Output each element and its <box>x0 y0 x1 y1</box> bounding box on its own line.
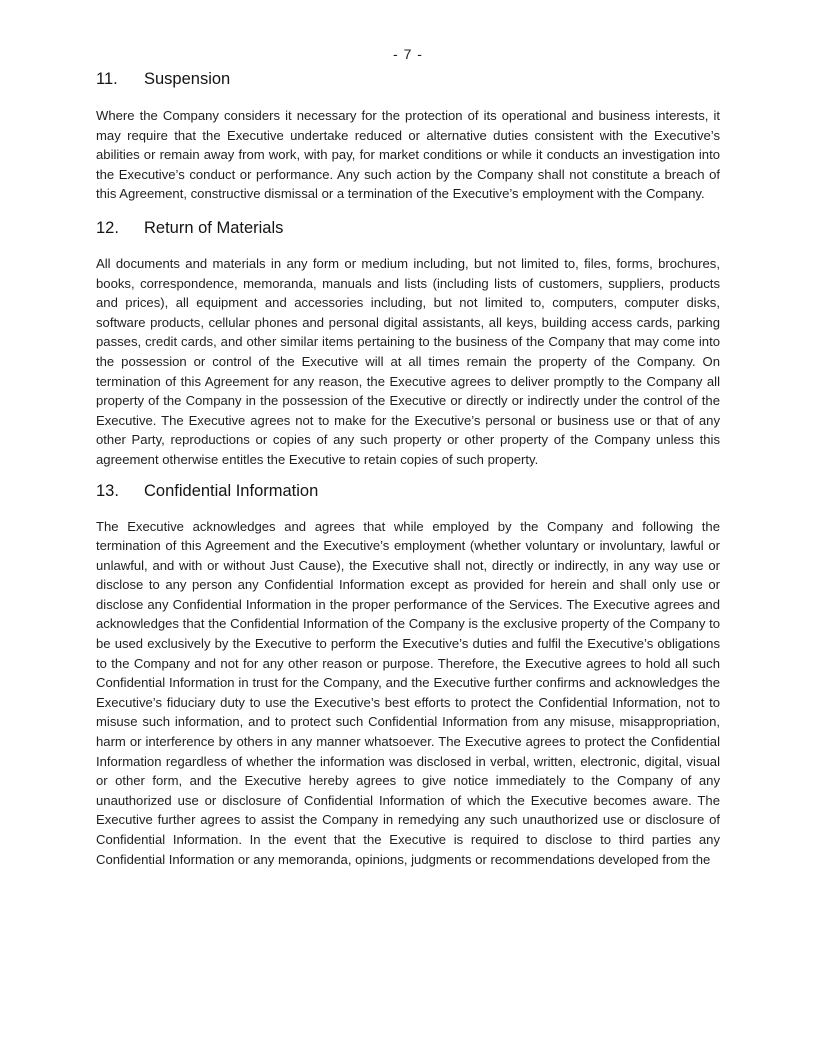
section-body-confidential-information: The Executive acknowledges and agrees that while employed by the Company and following the termination of this Agreement and the Executive’s employment (whether voluntary or involuntary, lawful or unlawful, and with or without Just Cause), the Executive shall not, directly or indirectly, in any way use or disclose to any person any Confidential Information except as provided for herein and shall only use or disclose any Confidential Information in the proper performance of the Services. The Executive agrees and acknowledges that the Confidential Information of the Company is the exclusive property of the Company to be used exclusively by the Executive to perform the Executive’s duties and fulfil the Executive’s obligations to the Company and not for any other reason or purpose. Therefore, the Executive agrees to hold all such Confidential Information in trust for the Company, and the Executive further confirms and acknowledges the Executive’s fiduciary duty to use the Executive’s best efforts to protect the Confidential Information, not to misuse such information, and to protect such Confidential Information from any misuse, misappropriation, harm or interference by others in any manner whatsoever. The Executive agrees to protect the Confidential Information regardless of whether the information was disclosed in verbal, written, electronic, digital, visual or other form, and the Executive hereby agrees to give notice immediately to the Company of any unauthorized use or disclosure of Confidential Information of which the Executive becomes aware. The Executive further agrees to assist the Company in remedying any such unauthorized use or disclosure of Confidential Information. In the event that the Executive is required to disclose to third parties any Confidential Information or any memoranda, opinions, judgments or recommendations developed from the <box>96 518 720 867</box>
section-number: 12. <box>96 218 119 237</box>
section-heading-return-of-materials <box>96 213 720 243</box>
section-heading-suspension <box>96 64 720 94</box>
section-title: Confidential Information <box>144 481 319 500</box>
section-number: 11. <box>96 70 118 88</box>
section-heading-confidential-information <box>96 476 720 506</box>
section-title: Suspension <box>144 70 231 88</box>
section-body-suspension: Where the Company considers it necessary for the protection of its operational and business interests, it may require that the Executive undertake reduced or alternative duties consistent with the Executive’s abilities or remain away from work, with pay, for market conditions or while it conducts an investigation into the Executive’s conduct or performance. Any such action by the Company shall not constitute a breach of this Agreement, constructive dismissal or a termination of the Executive’s employment with the Company. <box>96 108 720 202</box>
section-number: 13. <box>96 481 119 500</box>
page-number: - 7 - <box>393 46 423 62</box>
section-body-return-of-materials: All documents and materials in any form or medium including, but not limited to, files, forms, brochures, books, correspondence, memoranda, manuals and lists (including lists of customers, suppliers, products and prices), all equipment and accessories including, but not limited to, computers, computer disks, software products, cellular phones and personal digital assistants, all keys, building access cards, parking passes, credit cards, and other similar items pertaining to the business of the Company that may come into the possession or control of the Executive will at all times remain the property of the Company. On termination of this Agreement for any reason, the Executive agrees to deliver promptly to the Company all property of the Company in the possession of the Executive or directly or indirectly under the control of the Executive. The Executive agrees not to make for the Executive’s personal or business use or that of any other Party, reproductions or copies of any such property or other property of the Company unless this agreement otherwise entitles the Executive to retain copies of such property. <box>96 255 720 467</box>
section-title: Return of Materials <box>144 218 284 237</box>
page-content <box>96 64 720 869</box>
